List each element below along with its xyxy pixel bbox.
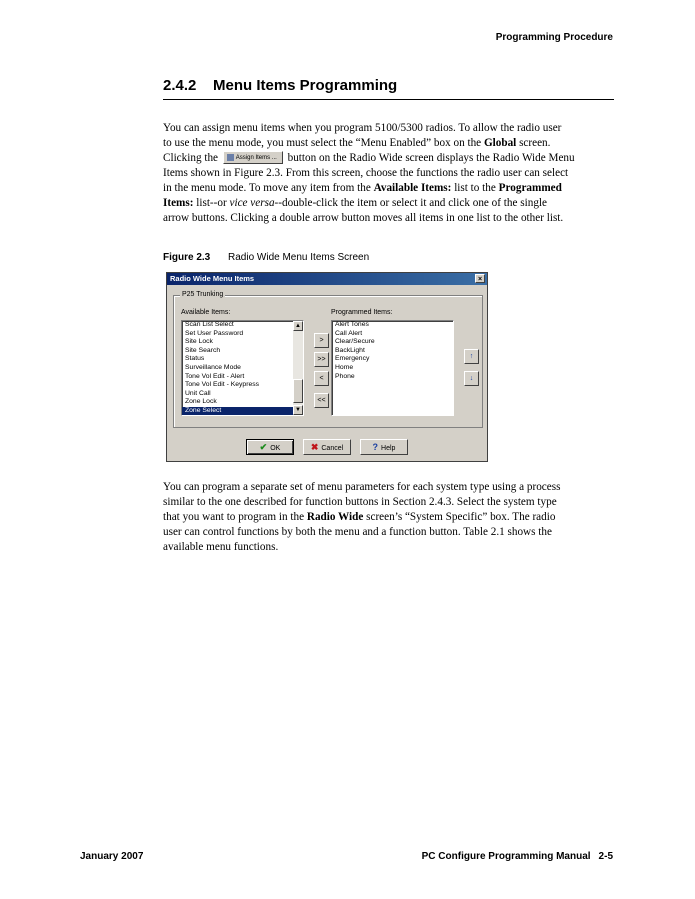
para1-line-5: in the menu mode. To move any item from the Available Items: list to the Programmed <box>163 182 562 194</box>
para1-line-6: Items: list--or vice versa--double-click the item or select it and click one of the single <box>163 197 547 209</box>
cancel-x-icon: ✖ <box>310 442 319 452</box>
section-title: Menu Items Programming <box>213 77 398 94</box>
assign-items-icon <box>227 154 234 161</box>
list-item[interactable]: Surveillance Mode <box>185 363 241 371</box>
available-items-rows <box>182 321 303 416</box>
intro-paragraph <box>163 121 615 226</box>
list-item[interactable]: Tone Vol Edit - Keypress <box>185 381 260 389</box>
list-item[interactable]: Alert Tones <box>335 321 369 328</box>
para2-line-5: available menu functions. <box>163 541 279 553</box>
move-up-arrow-icon[interactable]: ↑ <box>464 349 479 364</box>
footer-date: January 2007 <box>80 851 144 862</box>
scroll-up-arrow-icon[interactable]: ▲ <box>293 321 303 331</box>
ok-button[interactable]: ✔ OK <box>246 439 294 455</box>
footer-manual-title: PC Configure Programming Manual <box>421 851 591 862</box>
para1-line-4: Items shown in Figure 2.3. From this screen, choose the functions the radio user can select <box>163 167 569 179</box>
dialog-titlebar <box>167 273 487 285</box>
para1-line-7: arrow buttons. Clicking a double arrow button moves all items in one list to the other list. <box>163 212 564 224</box>
list-item[interactable]: Unit Call <box>185 389 211 397</box>
figure-caption <box>163 252 369 263</box>
list-item[interactable]: Scan List Select <box>185 321 234 328</box>
running-header: Programming Procedure <box>495 32 613 43</box>
list-item[interactable]: Clear/Secure <box>335 338 375 346</box>
p25-trunking-group <box>173 291 483 428</box>
list-item[interactable]: Zone Select <box>182 407 303 416</box>
list-item[interactable]: Emergency <box>335 355 370 363</box>
para1-line-2: to use the menu mode, you must select the “Menu Enabled” box on the Global screen. <box>163 137 551 149</box>
list-item[interactable]: Site Search <box>185 346 221 354</box>
para2-line-4: user can control functions by both the menu and a function button. Table 2.1 shows the <box>163 526 552 538</box>
close-button[interactable]: × <box>475 274 485 283</box>
assign-items-button: Assign Items ... <box>223 151 283 164</box>
radio-wide-menu-items-dialog <box>166 272 488 462</box>
para1-line-1: You can assign menu items when you program 5100/5300 radios. To allow the radio user <box>163 122 562 134</box>
para1-line-3: Clicking the Assign Items ... button on the Radio Wide screen displays the Radio Wide Menu <box>163 152 575 164</box>
list-item[interactable]: Home <box>335 363 354 371</box>
list-item[interactable]: Status <box>185 355 205 363</box>
check-icon: ✔ <box>259 442 268 452</box>
move-all-left-button[interactable]: << <box>314 393 329 408</box>
move-down-arrow-icon[interactable]: ↓ <box>464 371 479 386</box>
programmed-items-label: Programmed Items: <box>331 309 393 316</box>
programmed-items-list[interactable] <box>331 320 454 416</box>
available-scrollbar[interactable] <box>293 321 303 415</box>
para2-line-2: similar to the one described for function buttons in Section 2.4.3. Select the system type <box>163 496 557 508</box>
system-type-paragraph <box>163 480 615 555</box>
list-item[interactable]: Site Lock <box>185 338 213 346</box>
list-item[interactable]: Zone Lock <box>185 398 217 406</box>
help-question-icon: ? <box>372 442 379 452</box>
page-number: 2-5 <box>598 851 613 862</box>
footer-manual <box>422 851 613 862</box>
figure-title: Radio Wide Menu Items Screen <box>228 252 370 263</box>
dialog-title: Radio Wide Menu Items <box>170 274 255 283</box>
list-item[interactable]: Call Alert <box>335 329 363 337</box>
available-items-list[interactable] <box>181 320 304 416</box>
list-item[interactable]: Phone <box>335 372 355 380</box>
cancel-button[interactable]: ✖ Cancel <box>303 439 351 455</box>
move-left-button[interactable]: < <box>314 371 329 386</box>
section-number: 2.4.2 <box>163 77 197 94</box>
move-right-button[interactable]: > <box>314 333 329 348</box>
move-all-right-button[interactable]: >> <box>314 352 329 367</box>
para2-line-3: that you want to program in the Radio Wide screen’s “System Specific” box. The radio <box>163 511 556 523</box>
help-button[interactable]: ? Help <box>360 439 408 455</box>
figure-label: Figure 2.3 <box>163 252 211 263</box>
scroll-down-arrow-icon[interactable]: ▼ <box>293 405 303 415</box>
list-item[interactable]: Tone Vol Edit - Alert <box>185 372 245 380</box>
list-item[interactable]: Set User Password <box>185 329 244 337</box>
group-label: P25 Trunking <box>182 291 224 298</box>
para2-line-1: You can program a separate set of menu parameters for each system type using a process <box>163 481 561 493</box>
available-items-label: Available Items: <box>181 309 231 316</box>
scroll-thumb[interactable] <box>293 379 303 403</box>
list-item[interactable]: BackLight <box>335 346 365 354</box>
section-heading <box>163 77 614 100</box>
programmed-items-rows <box>332 321 453 381</box>
